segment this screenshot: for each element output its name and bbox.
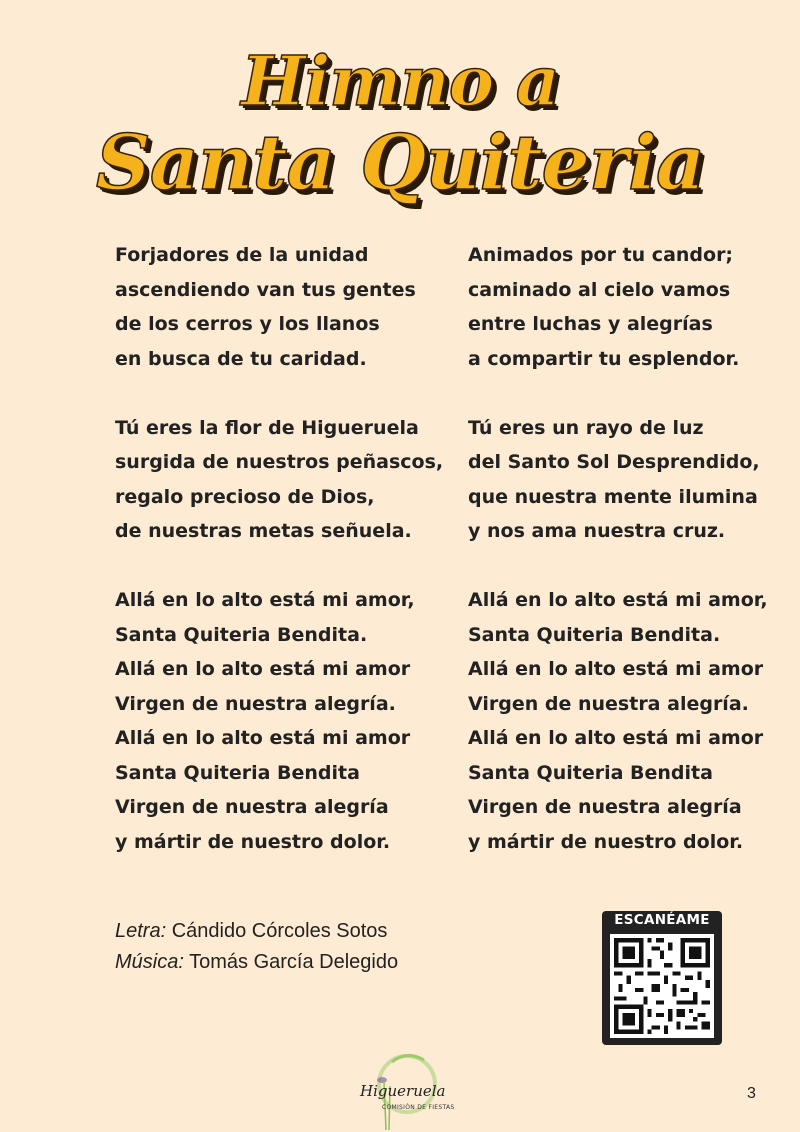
lyric-line: Santa Quiteria Bendita. [115, 623, 368, 646]
lyric-line: Allá en lo alto está mi amor [115, 658, 411, 680]
lyric-line: a compartir tu esplendor. [468, 347, 740, 370]
logo-tagline: COMISIÓN DE FIESTAS [382, 1104, 455, 1111]
stanza [115, 238, 443, 376]
music-credit [115, 947, 398, 978]
lyric-line: de los cerros y los llanos [115, 313, 380, 335]
lyric-line: Santa Quiteria Bendita [468, 761, 713, 784]
lyric-line: en busca de tu caridad. [115, 347, 367, 370]
lyric-line: caminado al cielo vamos [468, 278, 731, 301]
lyric-line: Santa Quiteria Bendita. [468, 623, 721, 646]
credits [115, 916, 398, 978]
lyric-line: Animados por tu candor; [468, 244, 734, 266]
stanza [115, 411, 443, 549]
stanza [468, 411, 768, 549]
qr-code-icon[interactable] [610, 934, 714, 1038]
lyric-line: Virgen de nuestra alegría [468, 796, 742, 818]
lyric-line: Allá en lo alto está mi amor, [115, 589, 415, 611]
qr-badge[interactable] [602, 911, 722, 1045]
page-number: 3 [747, 1085, 756, 1102]
lyric-line: Forjadores de la unidad [115, 244, 369, 266]
lyric-line: y nos ama nuestra cruz. [468, 520, 726, 542]
title-line-1: Himno a [241, 42, 559, 122]
lyric-line: Allá en lo alto está mi amor, [468, 589, 768, 611]
music-label: Música: [115, 951, 184, 973]
lyric-line: del Santo Sol Desprendido, [468, 451, 760, 473]
lyric-line: Tú eres un rayo de luz [468, 416, 704, 439]
lyric-line: Allá en lo alto está mi amor [468, 727, 764, 749]
lyric-line: Virgen de nuestra alegría. [468, 692, 749, 715]
chorus [115, 583, 443, 859]
lyric-line: surgida de nuestros peñascos, [115, 451, 444, 473]
lyric-line: que nuestra mente ilumina [468, 485, 758, 508]
logo-name: Higueruela [360, 1082, 446, 1100]
lyric-line: Santa Quiteria Bendita [115, 761, 360, 784]
lyric-line: ascendiendo van tus gentes [115, 278, 416, 301]
qr-label: ESCANÉAME [614, 912, 710, 928]
lyric-line: Tú eres la flor de Higueruela [115, 416, 419, 439]
lyric-line: y mártir de nuestro dolor. [468, 830, 744, 853]
lyrics-right-column [468, 238, 768, 894]
lyric-line: Virgen de nuestra alegría. [115, 692, 396, 715]
lyric-line: regalo precioso de Dios, [115, 485, 375, 508]
stanza [468, 238, 768, 376]
lyric-line: de nuestras metas señuela. [115, 520, 412, 542]
lyric-line: entre luchas y alegrías [468, 313, 713, 335]
lyrics-credit [115, 916, 398, 947]
music-author: Tomás García Delegido [189, 951, 399, 973]
chorus [468, 583, 768, 859]
higueruela-logo [352, 1042, 462, 1132]
lyric-line: Allá en lo alto está mi amor [468, 658, 764, 680]
lyric-line: Virgen de nuestra alegría [115, 796, 389, 818]
lyrics-label: Letra: [115, 920, 167, 942]
lyrics-author: Cándido Córcoles Sotos [171, 920, 388, 942]
lyrics-left-column [115, 238, 443, 894]
lyric-line: y mártir de nuestro dolor. [115, 830, 391, 853]
title-line-2: Santa Quiteria [95, 118, 705, 207]
lyric-line: Allá en lo alto está mi amor [115, 727, 411, 749]
